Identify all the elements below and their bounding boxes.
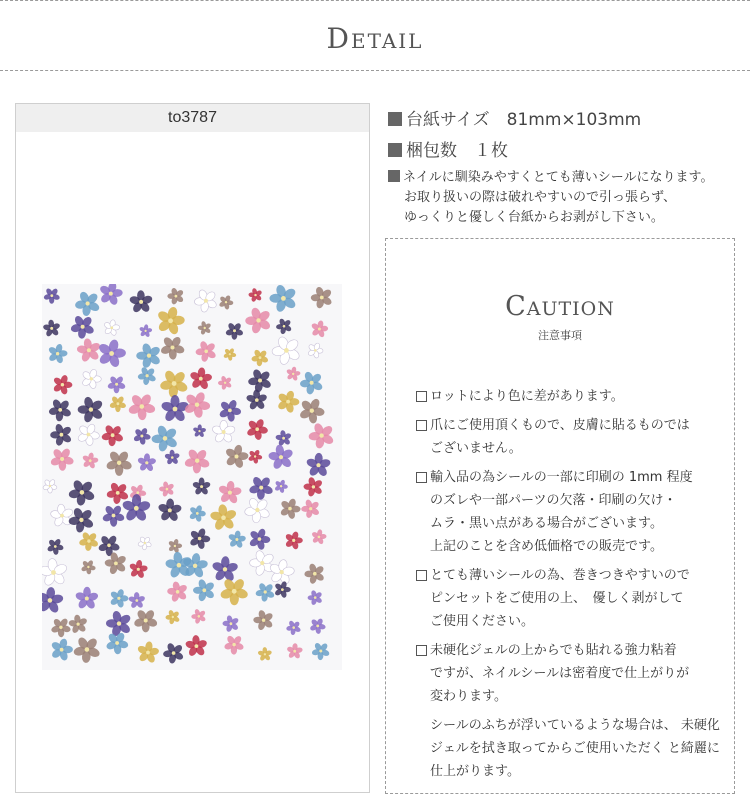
flower-sticker [129, 560, 148, 579]
product-code: to3787 [16, 104, 369, 132]
flower-sticker [189, 527, 211, 549]
flower-sticker [105, 450, 132, 476]
flower-sticker [137, 641, 160, 664]
caution-line: 上記のことを含め低価格での販売です。 [430, 539, 663, 554]
flower-sticker [276, 318, 292, 335]
flower-sticker [133, 427, 151, 445]
flower-sticker [139, 324, 153, 338]
flower-sticker [81, 368, 101, 389]
flower-sticker [270, 284, 298, 313]
flower-sticker [257, 647, 272, 662]
flower-sticker [304, 563, 325, 585]
flower-sticker [50, 638, 73, 662]
flower-sticker [43, 287, 60, 303]
flower-sticker [251, 349, 269, 367]
flower-sticker [248, 368, 272, 393]
flower-sticker [250, 550, 275, 577]
flower-sticker [50, 617, 71, 637]
flower-sticker [224, 444, 248, 469]
checkbox-outline-icon [416, 645, 427, 656]
flower-sticker [159, 369, 189, 398]
flower-sticker [42, 587, 64, 615]
flower-sticker [137, 366, 156, 385]
flower-sticker [303, 476, 323, 497]
flower-sticker [165, 609, 180, 624]
flower-sticker [198, 321, 212, 335]
flower-sticker [167, 287, 184, 305]
flower-sticker [185, 635, 208, 657]
flower-sticker [210, 504, 238, 532]
flower-sticker [43, 319, 61, 337]
flower-sticker [311, 286, 333, 309]
flower-sticker [224, 634, 245, 654]
flower-sticker [70, 314, 95, 339]
caution-line: とても薄いシールの為、巻きつきやすいので [430, 568, 690, 583]
flower-sticker [222, 615, 239, 633]
note-line: ネイルに馴染みやすくとても薄いシールになります。 [403, 170, 714, 185]
caution-item [416, 564, 721, 633]
flower-sticker [107, 375, 126, 393]
flower-sticker [246, 389, 268, 410]
flower-sticker [274, 581, 291, 599]
flower-sticker [218, 375, 232, 390]
flower-sticker [248, 528, 270, 551]
flower-sticker [97, 339, 126, 369]
flower-sticker [79, 531, 99, 551]
flower-sticker [286, 643, 303, 659]
caution-list [416, 385, 721, 783]
caution-item [416, 385, 721, 408]
flower-sticker [311, 642, 330, 660]
caution-panel [385, 238, 735, 794]
caution-extra-line: シールのふちが浮いているような場合は、 [430, 718, 677, 733]
flower-sticker [193, 424, 207, 438]
flower-sticker [106, 610, 132, 637]
checkbox-outline-icon [416, 472, 427, 483]
spec-quantity [388, 136, 508, 161]
caution-item [416, 466, 721, 558]
checkbox-outline-icon [416, 391, 427, 402]
flower-sticker [311, 529, 327, 545]
flower-sticker [47, 343, 67, 364]
caution-line: ロットにより色に差があります。 [430, 389, 624, 404]
flower-sticker [248, 288, 262, 303]
spec-quantity-text: 梱包数 １枚 [406, 141, 508, 161]
flower-sticker [138, 536, 152, 550]
flower-sticker [68, 479, 96, 506]
flower-sticker [109, 588, 128, 608]
flower-sticker [52, 374, 72, 395]
flower-sticker [128, 592, 146, 609]
flower-sticker [308, 590, 323, 606]
flower-sticker [300, 371, 324, 396]
note-line: お取り扱いの際は破れやすいので引っ張らず、 [404, 190, 676, 205]
flower-sticker [42, 479, 57, 494]
square-bullet-icon [388, 170, 400, 182]
flower-sticker [159, 481, 175, 497]
flower-sticker [268, 444, 294, 470]
flower-sticker [301, 499, 320, 519]
caution-item [416, 414, 721, 460]
caution-line: 爪にご使用頂くもので、皮膚に貼るものでは [430, 418, 690, 433]
flower-sticker [274, 479, 288, 493]
caution-line: 輸入品の為シールの一部に印刷の 1mm 程度 [430, 470, 693, 485]
flower-sticker [137, 453, 157, 472]
flower-sticker [308, 422, 335, 449]
caution-line: ピンセットをご使用の上、 優しく剥がして [430, 591, 684, 606]
caution-item [416, 639, 721, 708]
flower-sticker [151, 424, 178, 452]
flower-sticker [211, 556, 239, 583]
flower-sticker [164, 450, 180, 466]
product-panel [15, 103, 370, 793]
page-title: Detail [326, 22, 424, 55]
flower-sticker [50, 447, 75, 471]
flower-sticker [189, 504, 206, 522]
flower-sticker [102, 504, 126, 527]
flower-sticker [255, 582, 275, 602]
caution-line: 変わります。 [430, 689, 507, 704]
flower-sticker [286, 620, 301, 635]
flower-sticker [272, 335, 301, 365]
flower-sticker [103, 319, 120, 336]
caution-extra-line: と綺麗に仕上がります。 [430, 741, 720, 779]
flower-sticker [194, 289, 218, 313]
flower-sticker [286, 366, 301, 381]
flower-sticker [211, 420, 236, 443]
flower-sticker [195, 340, 217, 362]
caution-line: のズレや一部パーツの欠落・印刷の欠け・ [430, 493, 677, 508]
spec-size-text: 台紙サイズ 81mm×103mm [406, 110, 642, 130]
flower-sticker [307, 342, 323, 358]
flower-sticker [82, 452, 99, 469]
flower-sticker [305, 453, 331, 478]
flower-sticker [127, 393, 156, 421]
square-bullet-icon [388, 112, 402, 126]
caution-subtitle: 注意事項 [538, 329, 582, 342]
flower-sticker [81, 559, 96, 574]
caution-line: ございません。 [430, 441, 522, 456]
flower-sticker [48, 398, 72, 422]
flower-sticker [163, 642, 185, 664]
caution-line: ですが、ネイルシールは密着度で仕上がりが [430, 666, 690, 681]
flower-sticker [78, 396, 104, 424]
flower-sticker [101, 424, 124, 447]
caution-extra-line: 未硬化ジェルを拭き取ってからご使用いただく [430, 718, 720, 756]
flower-sticker [109, 395, 127, 412]
flower-sticker [245, 306, 272, 334]
flower-sticker [129, 290, 154, 314]
flower-sticker [218, 480, 243, 504]
flower-sticker [189, 367, 213, 390]
square-bullet-icon [388, 143, 402, 157]
flower-sticker [160, 335, 185, 359]
sticker-sheet-image [42, 284, 342, 670]
header-divider [0, 70, 750, 71]
flower-sticker [219, 577, 249, 605]
flower-sticker [228, 530, 247, 549]
flower-sticker [75, 587, 100, 610]
flower-sticker [75, 290, 101, 316]
flower-sticker [253, 609, 274, 631]
flower-sticker [136, 342, 161, 368]
flower-sticker [157, 498, 182, 522]
top-divider [0, 0, 750, 1]
note-line: ゆっくりと優しく台紙からお剥がし下さい。 [404, 210, 664, 225]
caution-line: ムラ・黒い点がある場合がございます。 [430, 516, 663, 531]
usage-note [388, 168, 748, 228]
flower-sticker [193, 578, 216, 602]
flower-sticker [156, 306, 185, 336]
flower-sticker [192, 478, 211, 496]
flower-sticker [167, 581, 188, 603]
flower-sticker [47, 538, 64, 555]
flower-stickers-illustration [42, 284, 342, 670]
caution-extra [416, 714, 721, 783]
flower-sticker [50, 423, 72, 447]
caution-line: 未硬化ジェルの上からでも貼れる強力粘着 [430, 643, 677, 658]
flower-sticker [269, 559, 295, 585]
flower-sticker [311, 320, 329, 338]
flower-sticker [191, 608, 206, 624]
flower-sticker [42, 558, 68, 587]
caution-title: Caution [505, 291, 615, 322]
flower-sticker [76, 338, 101, 363]
flower-sticker [73, 636, 101, 663]
flower-sticker [225, 322, 244, 340]
flower-sticker [98, 534, 121, 556]
flower-sticker [168, 538, 182, 553]
checkbox-outline-icon [416, 420, 427, 431]
flower-sticker [299, 397, 325, 424]
flower-sticker [99, 284, 123, 306]
caution-line: ご使用ください。 [430, 614, 535, 629]
flower-sticker [279, 498, 300, 520]
flower-sticker [248, 475, 273, 499]
flower-sticker [106, 481, 129, 504]
flower-sticker [133, 609, 158, 633]
flower-sticker [77, 423, 100, 446]
flower-sticker [248, 449, 263, 464]
flower-sticker [244, 497, 271, 524]
flower-sticker [284, 531, 302, 550]
flower-sticker [218, 295, 233, 310]
flower-sticker [68, 614, 88, 634]
flower-sticker [309, 618, 326, 635]
flower-sticker [223, 348, 237, 361]
spec-size [388, 105, 641, 130]
flower-sticker [218, 399, 241, 422]
checkbox-outline-icon [416, 570, 427, 581]
flower-sticker [184, 448, 211, 474]
flower-sticker [246, 418, 268, 440]
flower-sticker [277, 390, 300, 414]
flower-sticker [275, 430, 292, 447]
